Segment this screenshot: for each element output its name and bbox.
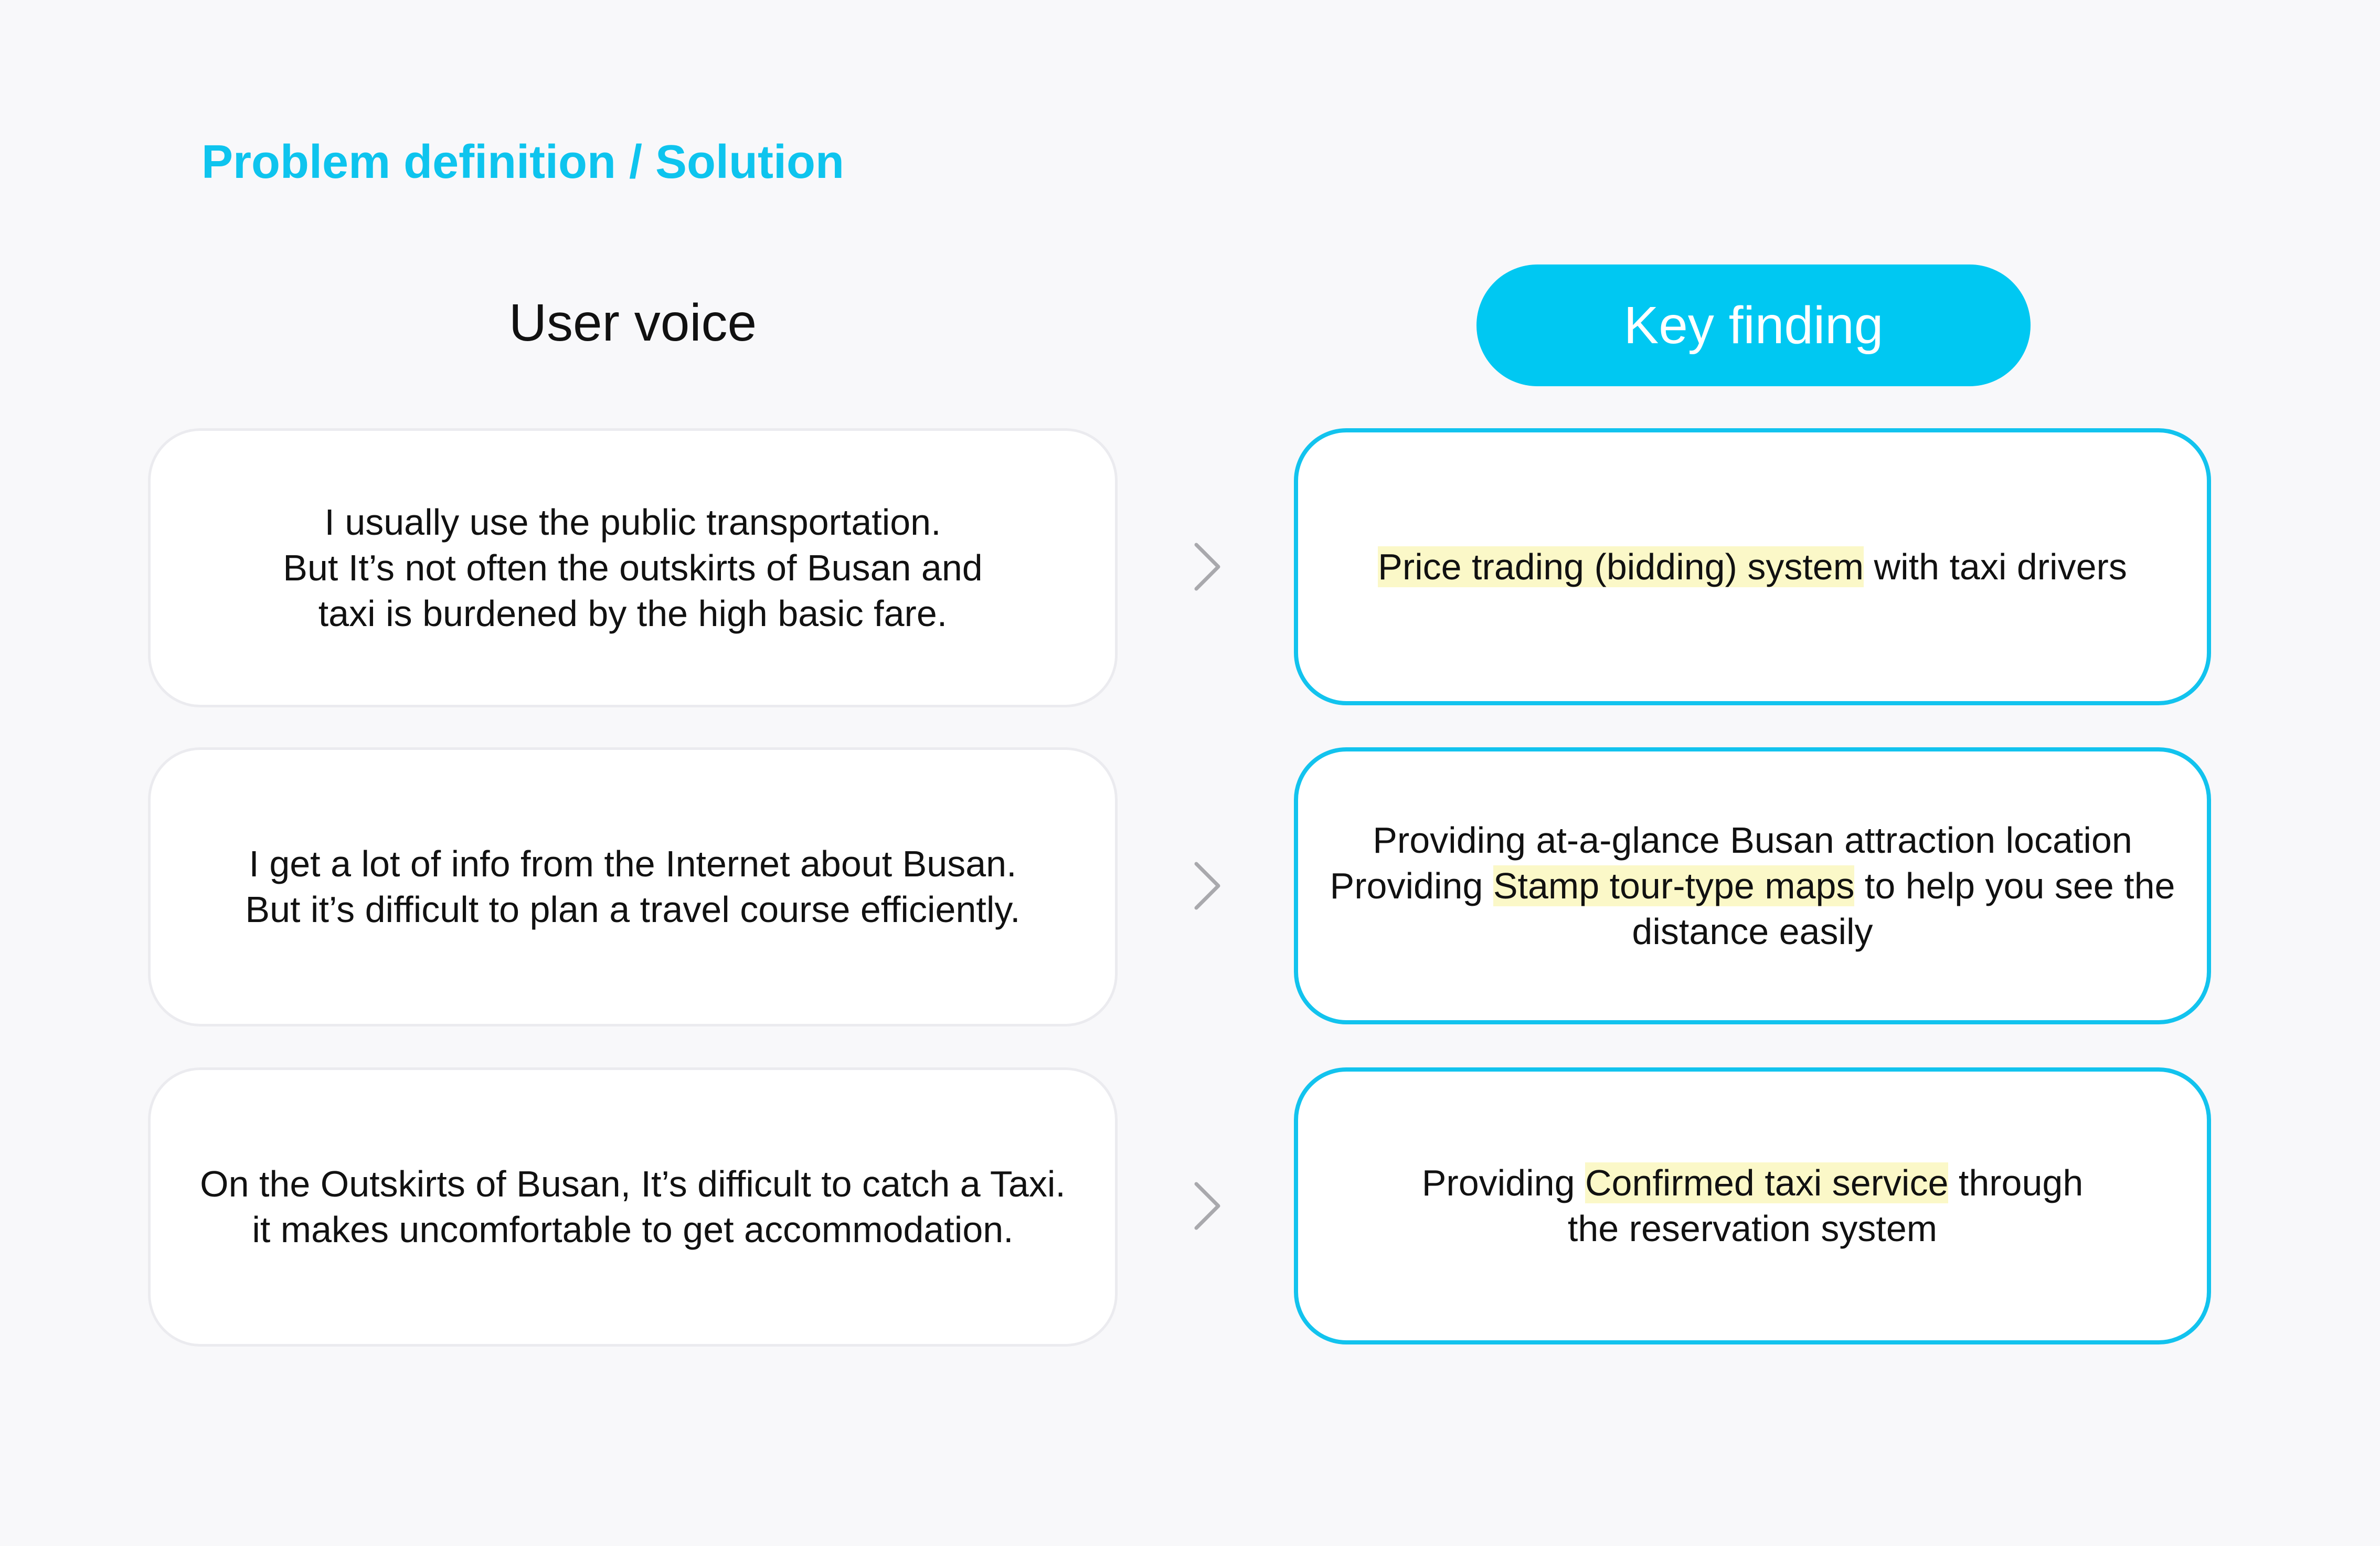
chevron-right-icon bbox=[1192, 541, 1224, 593]
text-line: distance easily bbox=[1632, 910, 1873, 952]
text-line: I usually use the public transportation. bbox=[324, 501, 941, 543]
text-fragment: Providing bbox=[1330, 865, 1493, 906]
text-line: the reservation system bbox=[1567, 1208, 1938, 1249]
text-fragment: with taxi drivers bbox=[1864, 546, 2127, 587]
key-finding-card-1 bbox=[1294, 428, 2211, 705]
chevron-right-icon bbox=[1192, 860, 1224, 912]
user-voice-card-3 bbox=[148, 1067, 1118, 1347]
chevron-right-icon bbox=[1192, 1180, 1224, 1232]
text-fragment: to help you see the bbox=[1854, 865, 2175, 906]
key-finding-text-1 bbox=[1378, 544, 2127, 590]
user-voice-text-2 bbox=[245, 841, 1020, 933]
text-line: But it’s difficult to plan a travel course efficiently. bbox=[245, 889, 1021, 930]
key-finding-card-3 bbox=[1294, 1067, 2211, 1344]
text-line bbox=[1378, 544, 2127, 590]
highlighted-phrase: Price trading (bidding) system bbox=[1378, 546, 1864, 587]
text-line bbox=[1422, 1160, 2084, 1206]
text-fragment: through bbox=[1948, 1162, 2084, 1203]
text-line: On the Outskirts of Busan, It’s difficult to catch a Taxi. bbox=[200, 1163, 1066, 1204]
user-voice-card-2 bbox=[148, 747, 1118, 1026]
user-voice-text-3 bbox=[200, 1161, 1066, 1253]
key-finding-text-3 bbox=[1422, 1160, 2084, 1252]
user-voice-card-1 bbox=[148, 428, 1118, 707]
highlighted-phrase: Confirmed taxi service bbox=[1585, 1162, 1949, 1203]
text-line bbox=[1330, 863, 2175, 909]
text-line: I get a lot of info from the Internet about Busan. bbox=[249, 843, 1017, 884]
highlighted-phrase: Stamp tour-type maps bbox=[1493, 865, 1855, 906]
page-title: Problem definition / Solution bbox=[201, 136, 844, 188]
text-line: Providing at-a-glance Busan attraction location bbox=[1373, 819, 2132, 861]
text-line: But It’s not often the outskirts of Busan and bbox=[283, 547, 983, 588]
user-voice-text-1 bbox=[283, 500, 982, 637]
key-finding-text-2 bbox=[1330, 818, 2175, 955]
user-voice-header: User voice bbox=[508, 293, 757, 352]
text-line: it makes uncomfortable to get accommodation. bbox=[252, 1209, 1014, 1250]
key-finding-card-2 bbox=[1294, 747, 2211, 1024]
text-line: taxi is burdened by the high basic fare. bbox=[318, 592, 948, 634]
text-fragment: Providing bbox=[1421, 1162, 1585, 1203]
key-finding-header: Key finding bbox=[1476, 264, 2031, 386]
